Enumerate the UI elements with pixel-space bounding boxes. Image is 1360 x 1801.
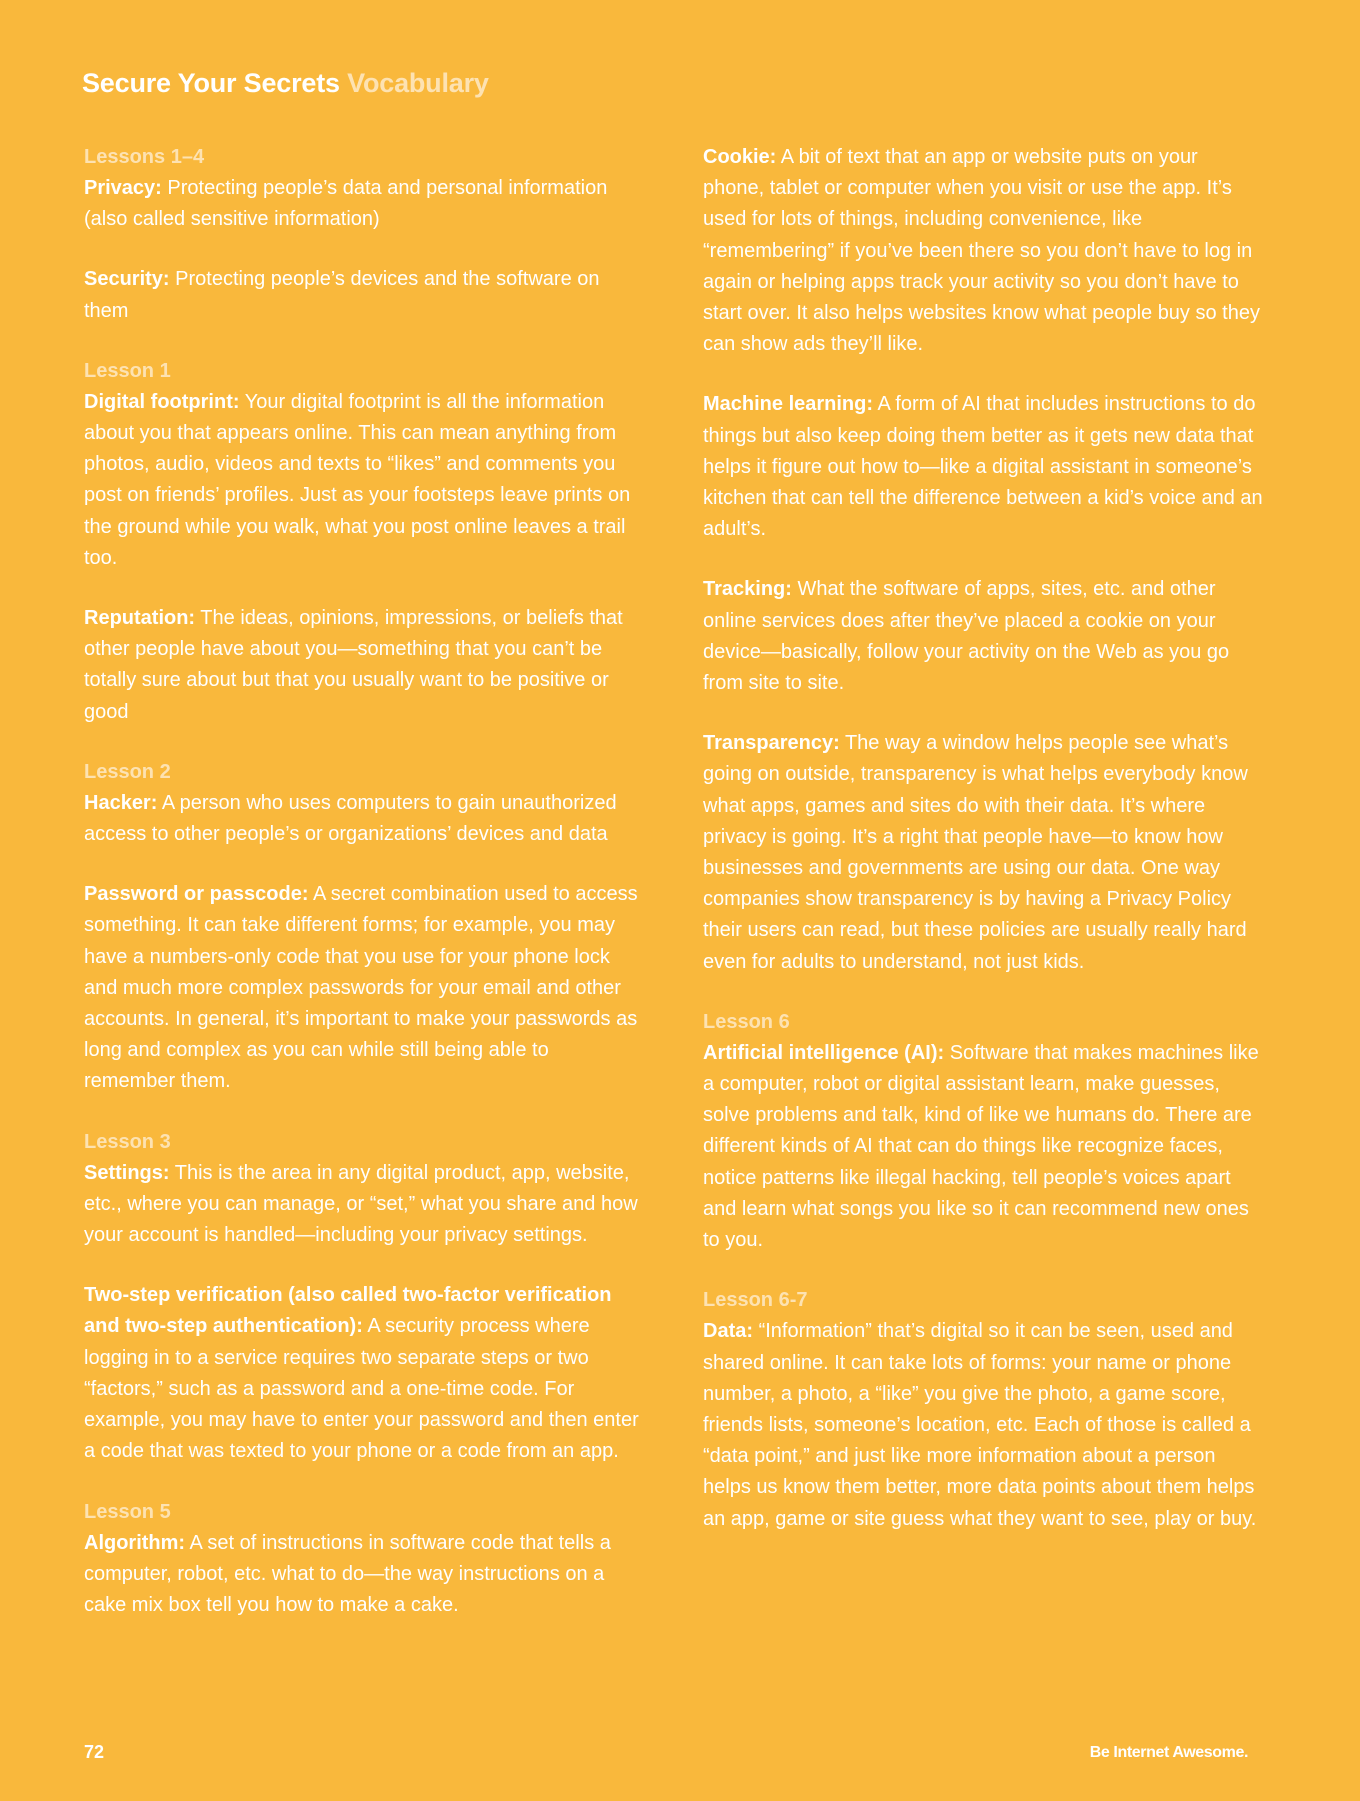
vocab-entry <box>84 387 644 574</box>
vocab-definition: The ideas, opinions, impressions, or beliefs that other people have about you—something that you can’t be totally sure about but that you usually want to be positive or good <box>84 607 623 723</box>
lesson-heading: Lesson 5 <box>84 1500 171 1523</box>
right-column <box>703 142 1263 1564</box>
vocab-definition: A person who uses computers to gain unauthorized access to other people’s or organizations’ devices and data <box>84 791 617 846</box>
vocab-entry <box>703 1038 1263 1256</box>
title-accent: Vocabulary <box>347 68 489 98</box>
lesson-heading: Lesson 3 <box>84 1130 171 1153</box>
vocab-entry <box>84 1158 644 1252</box>
vocab-term: Data: <box>703 1320 754 1343</box>
vocab-definition: The way a window helps people see what’s going on outside, transparency is what helps everybody know what apps, games and sites do with their data. It’s where privacy is going. It’s a right that people have—to know how businesses and governments are using our data. One way companies show transparency is by having a Privacy Policy their users can read, but these policies are usually really hard even for adults to understand, not just kids. <box>703 732 1248 973</box>
lesson-heading: Lesson 6-7 <box>703 1289 808 1312</box>
vocab-term: Artificial intelligence (AI): <box>703 1041 945 1064</box>
vocab-definition: Protecting people’s data and personal information (also called sensitive information) <box>84 177 608 231</box>
vocab-term: Password or passcode: <box>84 883 309 906</box>
vocab-definition: A secret combination used to access something. It can take different forms; for example, you may have a numbers-only code that you use for your phone lock and much more complex passwords for your email and other accounts. In general, it’s important to make your passwords as long and complex as you can while still being able to remember them. <box>84 883 638 1093</box>
vocab-term: Settings: <box>84 1161 170 1184</box>
vocab-term: Digital footprint: <box>84 390 240 413</box>
page-title <box>82 68 489 99</box>
vocab-entry <box>84 1280 644 1467</box>
vocab-term: Tracking: <box>703 578 792 601</box>
vocab-term: Cookie: <box>703 146 777 168</box>
brand-logo-text: Be Internet Awesome. <box>1089 1744 1248 1761</box>
left-column <box>84 142 644 1650</box>
vocab-definition: This is the area in any digital product, app, website, etc., where you can manage, or “set,” what you share and how your account is handled—including your privacy settings. <box>84 1161 638 1247</box>
vocab-definition: Your digital footprint is all the information about you that appears online. This can mean anything from photos, audio, videos and texts to “likes” and comments you post on friends’ profiles. Just as your footsteps leave prints on the ground while you walk, what you post online leaves a trail too. <box>84 390 631 569</box>
vocab-entry <box>84 788 644 850</box>
vocab-definition: A security process where logging in to a service requires two separate steps or two “factors,” such as a password and a one-time code. For example, you may have to enter your password and then enter a code that was texted to your phone or a code from an app. <box>84 1315 639 1463</box>
vocab-entry <box>703 728 1263 978</box>
vocab-entry <box>84 603 644 728</box>
page-number: 72 <box>84 1742 105 1762</box>
vocab-entry <box>84 1528 644 1622</box>
lesson-section <box>703 1285 1263 1534</box>
vocab-entry <box>703 574 1263 699</box>
vocab-entry <box>703 1316 1263 1534</box>
vocab-term: Machine learning: <box>703 393 874 416</box>
lesson-heading: Lesson 1 <box>84 359 171 382</box>
vocab-entry <box>703 389 1263 545</box>
vocab-term: Security: <box>84 268 170 291</box>
vocab-definition: Protecting people’s devices and the software on them <box>84 268 600 322</box>
vocab-term: Hacker: <box>84 791 158 814</box>
vocab-definition: A bit of text that an app or website puts on your phone, tablet or computer when you visit or use the app. It’s used for lots of things, including convenience, like “remembering” if you’ve been there so you don’t have to log in again or helping apps track your activity so you don’t have to start over. It also helps websites know what people buy so they can show ads they’ll like. <box>703 146 1260 356</box>
vocab-term: Algorithm: <box>84 1531 186 1554</box>
vocab-term: Reputation: <box>84 607 196 630</box>
vocab-entry <box>703 142 1263 360</box>
lesson-section <box>84 142 644 327</box>
vocab-definition: Software that makes machines like a computer, robot or digital assistant learn, make guesses, solve problems and talk, kind of like we humans do. There are different kinds of AI that can do things like recognize faces, notice patterns like illegal hacking, tell people’s voices apart and learn what songs you like so it can recommend new ones to you. <box>703 1041 1259 1252</box>
vocab-entry <box>84 173 644 235</box>
vocab-entry <box>84 879 644 1097</box>
vocab-term: Transparency: <box>703 732 840 755</box>
lesson-section <box>84 1497 644 1622</box>
vocab-term: Privacy: <box>84 177 162 199</box>
lesson-section <box>84 356 644 728</box>
lesson-heading: Lessons 1–4 <box>84 146 205 168</box>
lesson-section <box>703 142 1263 978</box>
vocab-definition: “Information” that’s digital so it can be seen, used and shared online. It can take lots of forms: your name or phone number, a photo, a “like” you give the photo, a game score, friends lists, someone’s location, etc. Each of those is called a “data point,” and just like more information about a person helps us know them better, more data points about them helps an app, game or site guess what they want to see, play or buy. <box>703 1320 1257 1530</box>
vocab-definition: A form of AI that includes instructions to do things but also keep doing them better as it gets new data that helps it figure out how to—like a digital assistant in someone’s kitchen that can tell the difference between a kid’s voice and an adult’s. <box>703 393 1263 541</box>
vocab-definition: What the software of apps, sites, etc. and other online services does after they’ve placed a cookie on your device—basically, follow your activity on the Web as you go from site to site. <box>703 578 1230 695</box>
lesson-section <box>84 757 644 1098</box>
lesson-section <box>703 1007 1263 1256</box>
vocab-definition: A set of instructions in software code that tells a computer, robot, etc. what to do—the way instructions on a cake mix box tell you how to make a cake. <box>84 1531 611 1616</box>
lesson-heading: Lesson 6 <box>703 1010 790 1033</box>
title-main: Secure Your Secrets <box>82 68 340 98</box>
vocab-entry <box>84 264 644 326</box>
vocab-term: Two-step verification (also called two-factor verification and two-step authentication): <box>84 1284 612 1338</box>
lesson-heading: Lesson 2 <box>84 760 171 783</box>
lesson-section <box>84 1127 644 1468</box>
